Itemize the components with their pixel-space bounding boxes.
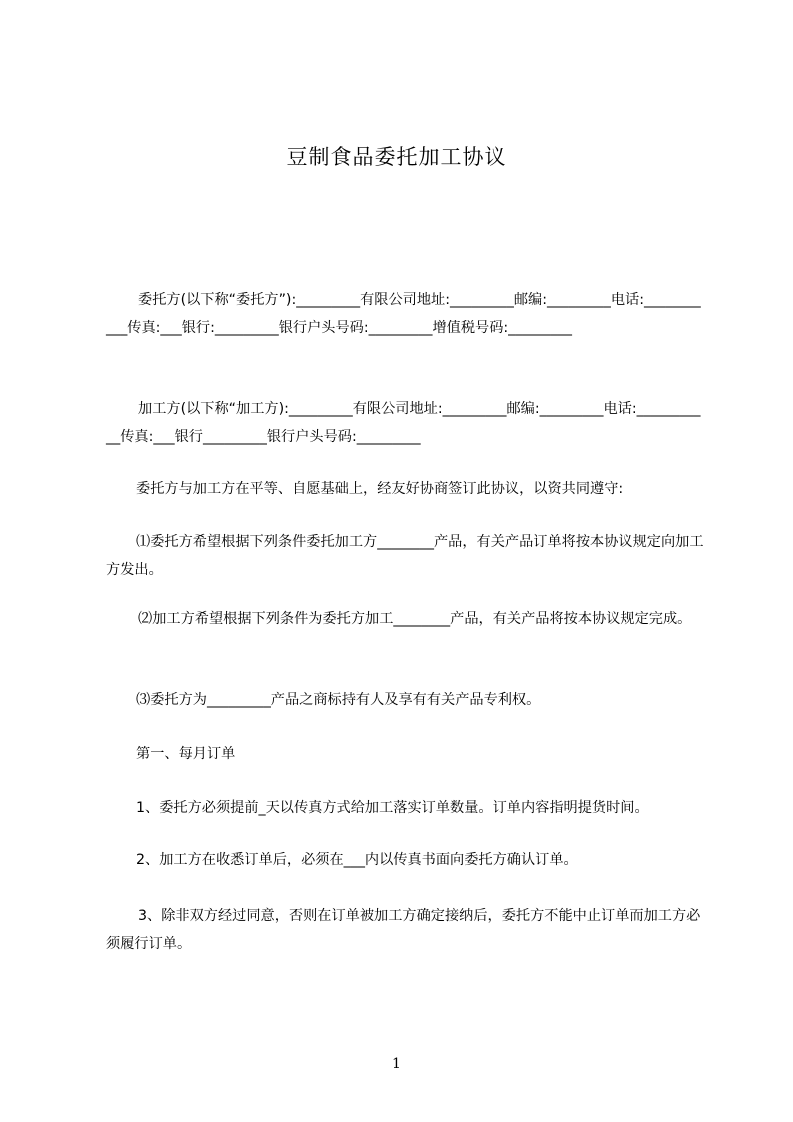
section-heading-monthly-orders: 第一、每月订单 [136,746,236,762]
clause-3: 3、除非双方经过同意，否则在订单被加工方确定接纳后，委托方不能中止订单而加工方必须履行订单。 [106,908,701,952]
recital-item-2: ⑵加工方希望根据下列条件为委托方加工________产品，有关产品将按本协议规定完成。 [138,611,692,627]
clause-1: 1、委托方必须提前_天以传真方式给加工落实订单数量。订单内容指明提货时间。 [136,800,649,816]
processor-party-info: 加工方(以下称“加工方):_________有限公司地址:_________邮编:_________电话:___________传真:___银行_________银行户头号码:_________ [106,401,701,445]
page-number: 1 [392,1056,401,1072]
recital-item-1: ⑴委托方希望根据下列条件委托加工方________产品，有关产品订单将按本协议规定向加工方发出。 [106,534,704,578]
recital-item-3: ⑶委托方为_________产品之商标持有人及享有有关产品专利权。 [136,692,541,708]
clause-2: 2、加工方在收悉订单后，必须在___内以传真书面向委托方确认订单。 [136,852,578,868]
document-title: 豆制食品委托加工协议 [286,145,507,169]
intro-paragraph: 委托方与加工方在平等、自愿基础上，经友好协商签订此协议，以资共同遵守: [136,481,624,497]
client-party-info: 委托方(以下称“委托方”):_________有限公司地址:_________邮编:_________电话:___________传真:___银行:_________银行户头号码:_________增值税号码:_________ [106,292,701,336]
